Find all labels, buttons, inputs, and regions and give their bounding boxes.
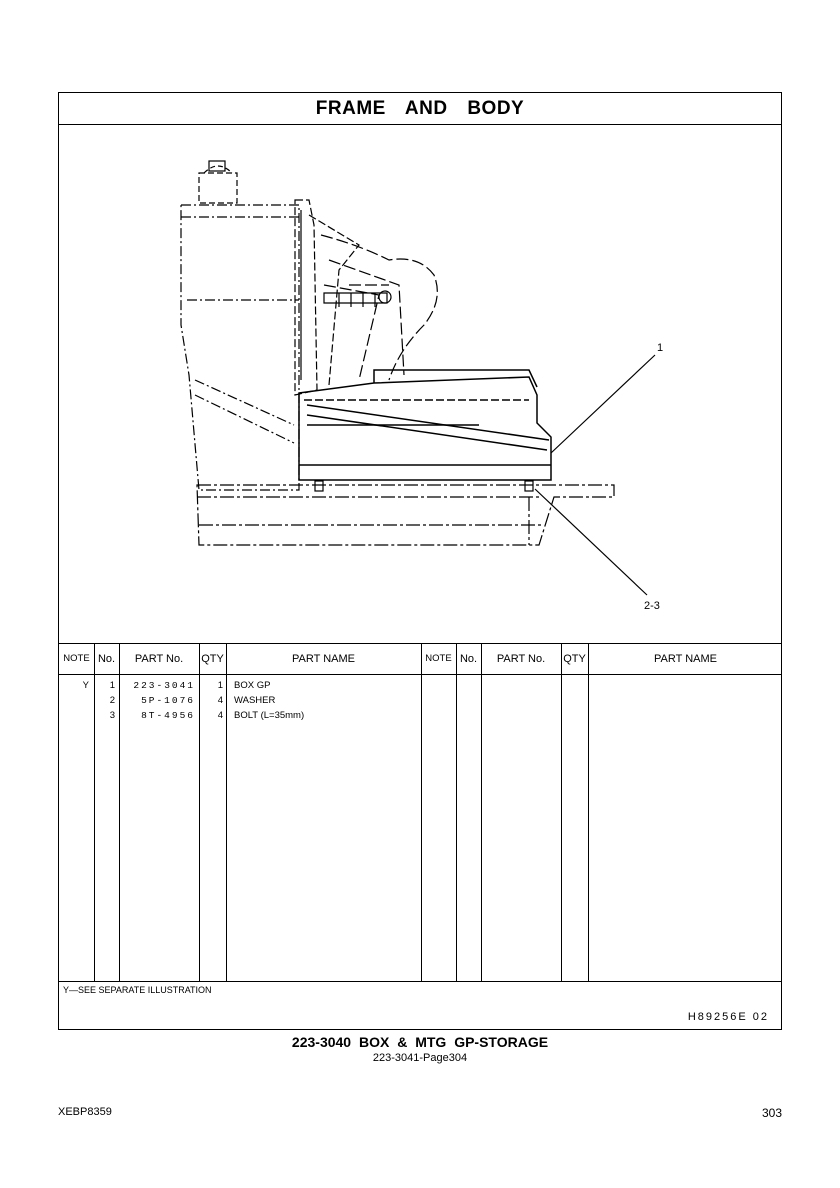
parts-illustration <box>59 125 781 643</box>
mount-bolt-drawing <box>315 481 533 491</box>
table-row <box>59 678 781 693</box>
col-qty-header-right: QTY <box>563 653 586 665</box>
illustration-code: H89256E 02 <box>687 1011 769 1023</box>
row-no: 3 <box>109 710 115 721</box>
page-number: 303 <box>761 1106 782 1120</box>
filler-cap-drawing <box>199 161 237 203</box>
parts-page-frame <box>58 92 782 1030</box>
row-qty: 4 <box>217 695 223 706</box>
page-title: FRAME AND BODY <box>59 93 781 125</box>
row-qty: 4 <box>217 710 223 721</box>
table-row <box>59 708 781 723</box>
group-subcaption: 223-3041-Page304 <box>372 1052 468 1064</box>
col-part-name-header: PART NAME <box>292 653 355 665</box>
footnote: Y—SEE SEPARATE ILLUSTRATION <box>63 985 212 995</box>
callout-1-leader <box>551 355 655 453</box>
table-row <box>59 693 781 708</box>
document-id: XEBP8359 <box>58 1106 112 1118</box>
col-note-header-right: NOTE <box>425 653 452 664</box>
row-qty: 1 <box>217 680 223 691</box>
col-note-header: NOTE <box>63 653 90 664</box>
callout-1-label: 1 <box>657 342 664 354</box>
row-part-no: 223-3041 <box>133 680 195 691</box>
callout-2-3-leader <box>535 489 647 595</box>
storage-box-drawing <box>299 370 551 480</box>
col-part-no-header-right: PART No. <box>496 653 546 665</box>
col-no-header-right: No. <box>459 653 478 665</box>
lever-drawing <box>324 291 391 307</box>
header-divider <box>59 674 781 675</box>
row-note: Y <box>82 680 89 691</box>
col-qty-header: QTY <box>201 653 224 665</box>
seat-back-drawing <box>321 235 437 380</box>
col-part-name-header-right: PART NAME <box>654 653 717 665</box>
parts-list-table <box>59 643 781 982</box>
support-bracket-drawing <box>295 200 359 395</box>
col-no-header: No. <box>97 653 116 665</box>
row-part-name: BOX GP <box>234 680 271 691</box>
row-part-no: 5P-1076 <box>141 695 195 706</box>
col-part-no-header: PART No. <box>134 653 184 665</box>
row-no: 1 <box>109 680 115 691</box>
row-no: 2 <box>109 695 115 706</box>
frame-left-drawing <box>181 205 299 490</box>
row-part-no: 8T-4956 <box>141 710 195 721</box>
row-part-name: WASHER <box>234 695 276 706</box>
row-part-name: BOLT (L=35mm) <box>234 710 305 721</box>
group-caption: 223-3040 BOX & MTG GP-STORAGE <box>291 1034 549 1050</box>
exploded-view-drawing <box>59 125 783 643</box>
base-rail-drawing <box>197 485 614 545</box>
callout-2-3-label: 2-3 <box>644 600 660 612</box>
